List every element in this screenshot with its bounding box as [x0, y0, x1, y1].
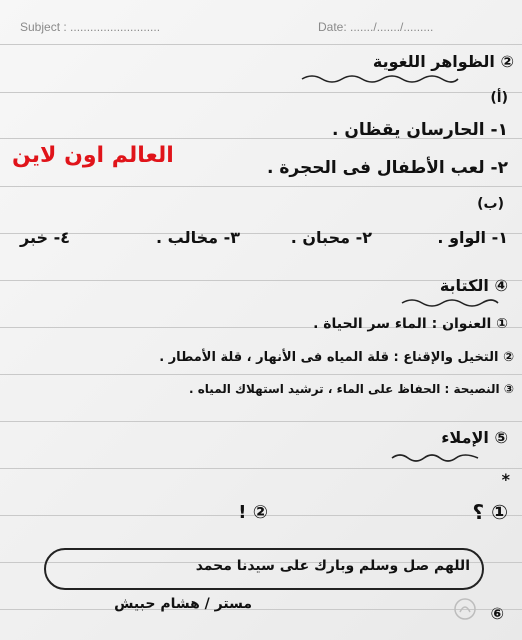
- title-underline-squiggle: [390, 452, 480, 462]
- ruled-line: [0, 186, 522, 187]
- section-title-dictation: ⑤ الإملاء: [441, 428, 508, 447]
- date-label: Date: ......./......./.........: [318, 20, 434, 34]
- part-b-label: (ب): [477, 196, 504, 212]
- writing-item-title: ① العنوان : الماء سر الحياة .: [313, 316, 508, 332]
- ruled-line: [0, 421, 522, 422]
- header-rule: [0, 44, 522, 45]
- ruled-line: [0, 92, 522, 93]
- teacher-signature: مستر / هشام حبيش: [114, 596, 252, 612]
- part-a-label: (أ): [490, 90, 508, 106]
- part-a-item-2: ٢- لعب الأطفال فى الحجرة .: [267, 158, 508, 178]
- title-underline-squiggle: [400, 297, 500, 307]
- prayer-text: اللهم صل وسلم وبارك على سيدنا محمد: [195, 558, 470, 574]
- part-b-item-4: ٤- خبر: [20, 228, 70, 247]
- section-title-writing: ④ الكتابة: [439, 276, 508, 295]
- ruled-line: [0, 468, 522, 469]
- watermark-text: العالم اون لاين: [12, 143, 174, 168]
- subject-label: Subject : ...........................: [20, 20, 161, 34]
- part-b-item-3: ٣- مخالب .: [155, 228, 240, 247]
- writing-item-advice: ③ النصيحة : الحفاظ على الماء ، ترشيد استهلاك المياه .: [188, 382, 514, 396]
- ruled-line: [0, 374, 522, 375]
- part-a-item-1: ١- الحارسان يقظان .: [332, 120, 508, 140]
- part-b-item-2: ٢- محبان .: [290, 228, 372, 247]
- part-b-item-1: ١- الواو .: [437, 228, 508, 247]
- page-emblem-icon: [452, 596, 478, 622]
- ruled-line: [0, 609, 522, 610]
- page-number-mark: ⑥: [490, 604, 504, 623]
- dictation-star: *: [501, 470, 510, 489]
- section-title-linguistic: ② الظواهر اللغوية: [372, 52, 514, 71]
- dictation-answer-1: ① ؟: [472, 500, 508, 524]
- title-underline-squiggle: [300, 73, 460, 83]
- writing-item-imagination: ② التخيل والإقناع : قلة المياه فى الأنهار ، قلة الأمطار .: [159, 350, 514, 365]
- dictation-answer-2: ② !: [238, 502, 268, 523]
